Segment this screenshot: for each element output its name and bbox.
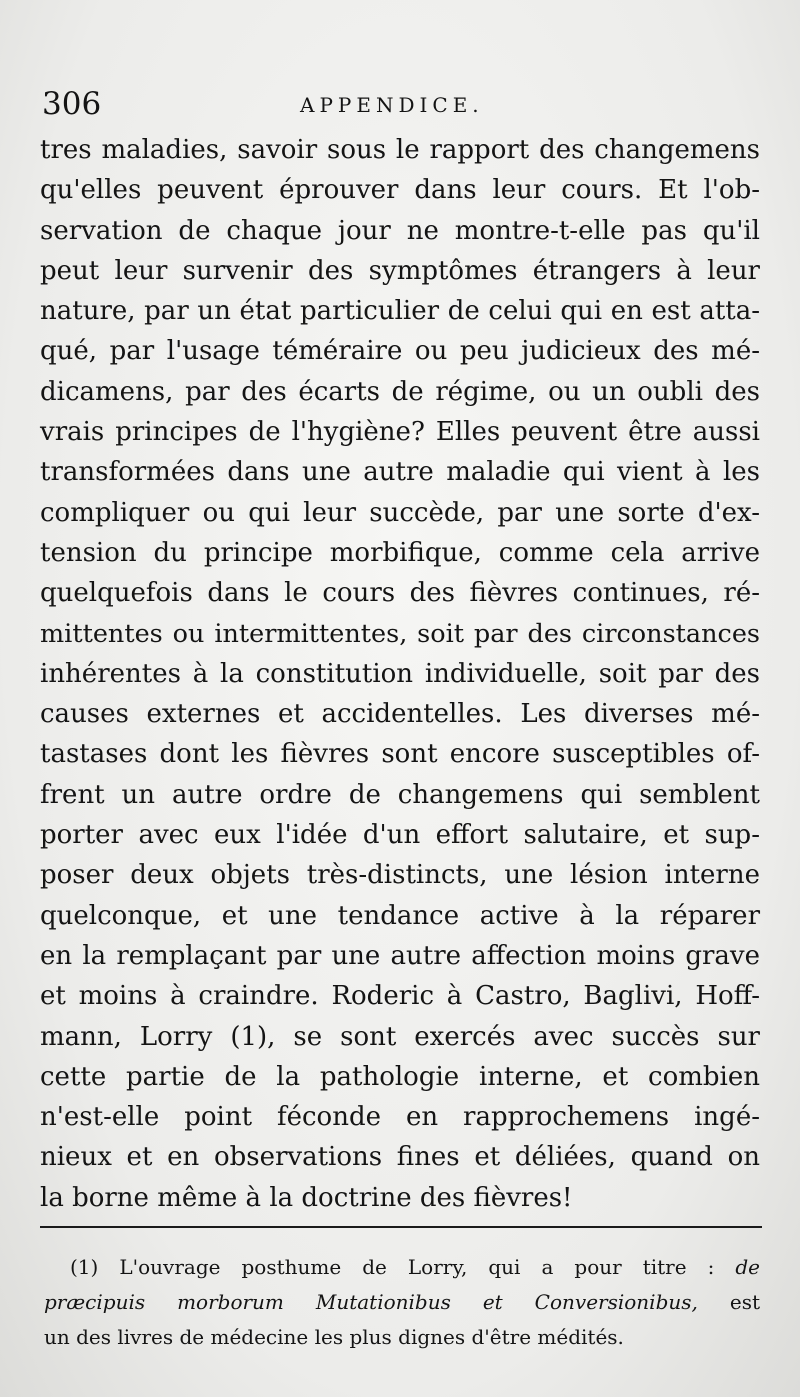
text-line: mann, Lorry (1), se sont exercés avec succès sur [40,1021,760,1052]
text-line: qu'elles peuvent éprouver dans leur cours. Et l'ob- [40,175,760,206]
text-line: transformées dans une autre maladie qui vient à les [40,457,760,488]
footnote-rule [40,1226,762,1228]
page-header [42,84,762,128]
text-line: compliquer ou qui leur succède, par une sorte d'ex- [40,497,760,528]
footnote-line [44,1250,760,1285]
footnote [44,1250,760,1355]
text-line: qué, par l'usage téméraire ou peu judicieux des mé- [40,336,760,367]
footnote-text: (1) L'ouvrage posthume de Lorry, qui a pour titre : [70,1255,715,1279]
footnote-line [44,1285,760,1320]
footnote-line: un des livres de médecine les plus dignes d'être médités. [44,1325,624,1349]
text-line: quelquefois dans le cours des fièvres continues, ré- [40,578,760,609]
text-line: vrais principes de l'hygiène? Elles peuvent être aussi [40,417,760,448]
text-line: poser deux objets très-distincts, une lésion interne [40,860,760,891]
text-line: n'est-elle point féconde en rapprochemens ingé- [40,1102,760,1133]
text-line: tres maladies, savoir sous le rapport des changemens [40,135,760,165]
footnote-text: est [729,1290,760,1314]
text-line: en la remplaçant par une autre affection moins grave [40,940,760,971]
footnote-italic-text: de [735,1255,761,1279]
text-line: et moins à craindre. Roderic à Castro, Baglivi, Hoff- [40,981,760,1012]
body-text [40,130,760,1218]
text-line: nieux et en observations fines et déliées, quand on [40,1142,760,1173]
text-line: nature, par un état particulier de celui qui en est atta- [40,296,760,327]
page-number: 306 [42,86,102,122]
running-head: APPENDICE. [300,93,484,117]
text-line: inhérentes à la constitution individuelle, soit par des [40,658,760,689]
text-line: servation de chaque jour ne montre-t-elle pas qu'il [40,215,760,246]
text-line: peut leur survenir des symptômes étrangers à leur [40,255,760,286]
text-line: cette partie de la pathologie interne, et combien [40,1061,760,1092]
text-line: tastases dont les fièvres sont encore susceptibles of- [40,739,760,770]
text-line: frent un autre ordre de changemens qui semblent [40,779,760,810]
text-line: mittentes ou intermittentes, soit par des circonstances [40,618,760,649]
text-line: causes externes et accidentelles. Les diverses mé- [40,699,760,730]
text-line: tension du principe morbifique, comme cela arrive [40,537,760,568]
footnote-italic-text: præcipuis morborum Mutationibus et Conversionibus, [44,1290,698,1314]
text-line: la borne même à la doctrine des fièvres! [40,1182,573,1213]
text-line: porter avec eux l'idée d'un effort salutaire, et sup- [40,820,760,851]
text-line: quelconque, et une tendance active à la réparer [40,900,760,931]
text-line: dicamens, par des écarts de régime, ou un oubli des [40,376,760,407]
